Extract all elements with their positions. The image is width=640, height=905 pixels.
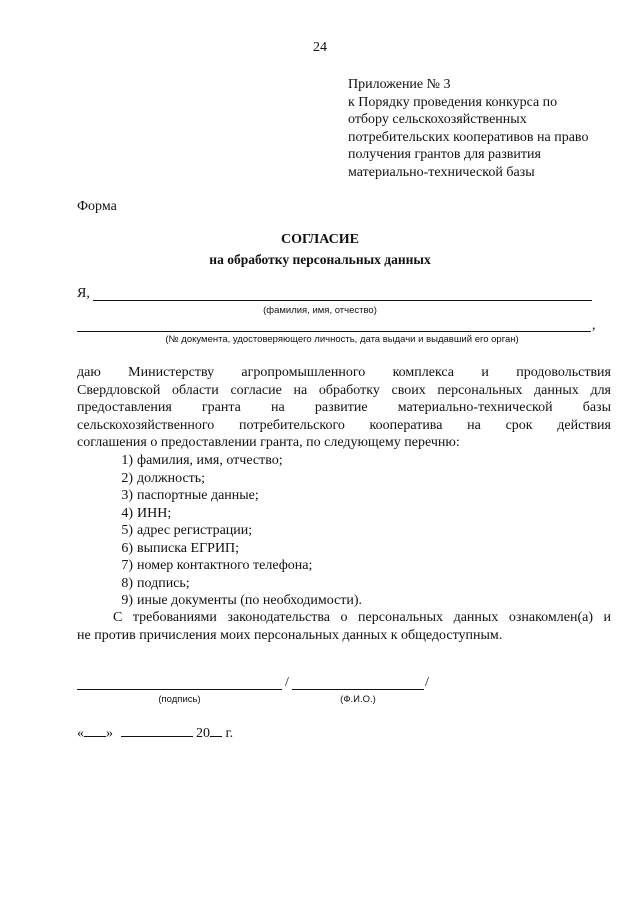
list-item-number: 4): [121, 505, 133, 521]
paragraph-line: даю Министерству агропромышленного комплекса и продовольствия: [77, 365, 611, 380]
appendix-line: к Порядку проведения конкурса по: [348, 94, 558, 110]
year-field[interactable]: [210, 724, 222, 737]
list-item-number: 8): [121, 575, 133, 591]
list-item-text: иные документы (по необходимости).: [137, 593, 363, 608]
list-item-text: фамилия, имя, отчество;: [137, 453, 283, 468]
list-item-number: 6): [121, 540, 133, 556]
comma: ,: [592, 318, 596, 333]
signature-caption: (подпись): [158, 694, 201, 705]
month-field[interactable]: [121, 724, 193, 737]
list-item-number: 7): [121, 558, 133, 573]
consent-paragraph: [77, 364, 611, 452]
date-open-quote: «: [77, 726, 84, 741]
list-item-number: 3): [121, 488, 133, 503]
list-item-text: адрес регистрации;: [137, 523, 253, 538]
appendix-line: отбору сельскохозяйственных: [348, 112, 527, 128]
appendix-line: материально-технической базы: [348, 164, 535, 180]
appendix-line: получения грантов для развития: [348, 147, 541, 163]
document-field-line[interactable]: [77, 331, 591, 332]
list-item-text: паспортные данные;: [137, 488, 259, 503]
appendix-line: Приложение № 3: [348, 77, 451, 92]
list-item-number: 9): [121, 593, 133, 608]
list-item: [113, 452, 362, 470]
list-item-text: выписка ЕГРИП;: [137, 540, 240, 556]
appendix-block: [348, 76, 628, 182]
paragraph-line: сельскохозяйственного потребительского кооператива на срок действия: [77, 417, 611, 433]
name-field-line[interactable]: [93, 300, 592, 301]
year-suffix: г.: [225, 726, 234, 741]
document-subtitle: на обработку персональных данных: [209, 252, 431, 267]
date-close-quote: »: [106, 726, 113, 741]
list-item-text: подпись;: [137, 575, 190, 591]
appendix-line: потребительских кооперативов на право: [348, 129, 589, 145]
list-item: [113, 575, 362, 593]
paragraph-line: соглашения о предоставлении гранта, по следующему перечню:: [77, 435, 460, 451]
paragraph-line: предоставления гранта на развитие материально-технической базы: [77, 400, 611, 416]
page-number: 24: [313, 40, 327, 55]
list-item-text: должность;: [137, 470, 206, 486]
signature-slash: /: [285, 675, 289, 690]
signature-line[interactable]: [77, 689, 282, 690]
year-prefix: 20: [196, 726, 210, 741]
fio-caption: (Ф.И.О.): [340, 694, 376, 705]
list-item-number: 1): [121, 453, 133, 468]
list-item-number: 2): [121, 470, 133, 486]
list-item: [113, 470, 362, 488]
list-item: [113, 505, 362, 523]
list-item-number: 5): [121, 523, 133, 538]
list-item: [113, 557, 362, 575]
list-item: [113, 522, 362, 540]
list-item: [113, 592, 362, 610]
document-field-caption: (№ документа, удостоверяющего личность, дата выдачи и выдавший его орган): [165, 334, 519, 345]
ya-label: Я,: [77, 286, 90, 301]
fio-line[interactable]: [292, 689, 424, 690]
conclusion-line: С требованиями законодательства о персональных данных ознакомлен(а) и: [113, 610, 611, 625]
list-item-text: номер контактного телефона;: [137, 558, 313, 573]
list-item: [113, 487, 362, 505]
document-title: СОГЛАСИЕ: [281, 232, 359, 247]
name-field-caption: (фамилия, имя, отчество): [263, 305, 377, 316]
list-item-text: ИНН;: [137, 505, 172, 521]
date-line: [77, 724, 233, 742]
list-item: [113, 540, 362, 558]
form-label: Форма: [77, 199, 117, 214]
conclusion-line: не против причисления моих персональных данных к общедоступным.: [77, 627, 503, 643]
paragraph-line: Свердловской области согласие на обработку своих персональных данных для: [77, 382, 611, 398]
conclusion-paragraph: [77, 609, 611, 644]
data-list: [113, 452, 362, 610]
day-field[interactable]: [84, 724, 106, 737]
fio-slash: /: [425, 675, 429, 690]
